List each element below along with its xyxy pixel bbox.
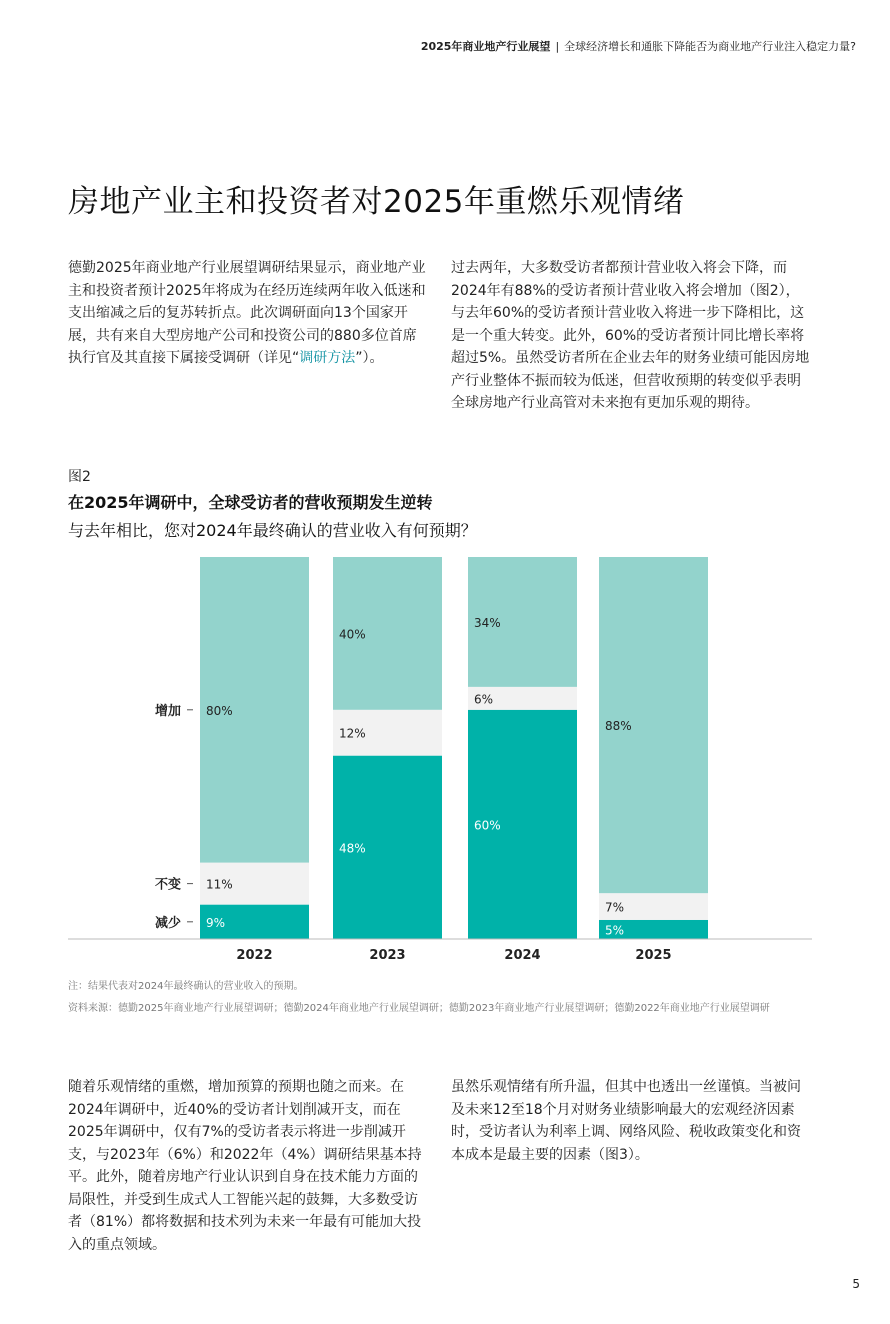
x-tick-label-2023: 2023 — [369, 948, 406, 963]
intro-right-paragraph: 过去两年，大多数受访者都预计营业收入将会下降，而2024年有88%的受访者预计营业收入将会增加（图2），与去年60%的受访者预计营业收入将进一步下降相比，这是一个重大转变。此外，60%的受访者预计同比增长率将超过5%。虽然受访者所在企业去年的财务业绩可能因房地产行业整体不振而较为低迷，但营收预期的转变似乎表明全球房地产行业高管对未来抱有更加乐观的期待。 — [451, 260, 810, 411]
stacked-bar-chart — [0, 540, 890, 970]
figure-label: 图2 — [68, 469, 91, 485]
row-label-1: 不变 — [154, 877, 181, 893]
intro-left-text-end: ”）。 — [355, 350, 384, 366]
data-label-2024-series-1: 6% — [474, 692, 494, 707]
row-label-0: 增加 — [154, 703, 181, 719]
x-tick-label-2024: 2024 — [504, 948, 541, 963]
figure-title: 在2025年调研中，全球受访者的营收预期发生逆转 — [68, 493, 433, 512]
data-label-2025-series-1: 7% — [605, 900, 625, 915]
data-label-2024-series-2: 34% — [474, 615, 501, 630]
page-number: 5 — [852, 1277, 860, 1291]
page-title: 房地产业主和投资者对2025年重燃乐观情绪 — [68, 184, 685, 220]
intro-left-text: 德勤2025年商业地产行业展望调研结果显示，商业地产业主和投资者预计2025年将成为在经历连续两年收入低迷和支出缩减之后的复苏转折点。此次调研面向13个国家开展，共有来自大型房地产公司和投资公司的880多位首席执行官及其直接下属接受调研（详见“ — [68, 260, 426, 366]
figure-source: 资料来源：德勤2025年商业地产行业展望调研；德勤2024年商业地产行业展望调研；德勤2023年商业地产行业展望调研；德勤2022年商业地产行业展望调研 — [68, 1003, 770, 1014]
header-separator: | — [555, 40, 560, 53]
data-label-2024-series-0: 60% — [474, 818, 501, 833]
x-tick-label-2022: 2022 — [236, 948, 273, 963]
data-label-2022-series-1: 11% — [206, 877, 233, 892]
data-label-2025-series-2: 88% — [605, 719, 632, 734]
body-left-paragraph: 随着乐观情绪的重燃，增加预算的预期也随之而来。在2024年调研中，近40%的受访者计划削减开支，而在2025年调研中，仅有7%的受访者表示将进一步削减开支，与2023年（6%）和2022年（4%）调研结果基本持平。此外，随着房地产行业认识到自身在技术能力方面的局限性，并受到生成式人工智能兴起的鼓舞，大多数受访者（81%）都将数据和技术列为未来一年最有可能加大投入的重点领域。 — [68, 1079, 422, 1253]
data-label-2022-series-0: 9% — [206, 915, 226, 930]
figure-note: 注：结果代表对2024年最终确认的营业收入的预期。 — [68, 981, 304, 992]
data-label-2023-series-1: 12% — [339, 726, 366, 741]
x-tick-label-2025: 2025 — [635, 948, 672, 963]
header-section-title: 全球经济增长和通胀下降能否为商业地产行业注入稳定力量? — [564, 40, 856, 53]
figure-subtitle: 与去年相比，您对2024年最终确认的营业收入有何预期？ — [68, 521, 477, 540]
intro-left-paragraph — [68, 257, 428, 370]
data-label-2023-series-2: 40% — [339, 627, 366, 642]
methodology-link[interactable]: 调研方法 — [299, 350, 356, 366]
header-report-title: 2025年商业地产行业展望 — [420, 40, 551, 53]
data-label-2022-series-2: 80% — [206, 703, 233, 718]
body-right-paragraph: 虽然乐观情绪有所升温，但其中也透出一丝谨慎。当被问及未来12至18个月对财务业绩影响最大的宏观经济因素时，受访者认为利率上调、网络风险、税收政策变化和资本成本是最主要的因素（图3）。 — [451, 1079, 801, 1163]
data-label-2025-series-0: 5% — [605, 923, 625, 938]
running-header — [421, 38, 856, 54]
row-label-2: 减少 — [154, 915, 181, 931]
data-label-2023-series-0: 48% — [339, 841, 366, 856]
